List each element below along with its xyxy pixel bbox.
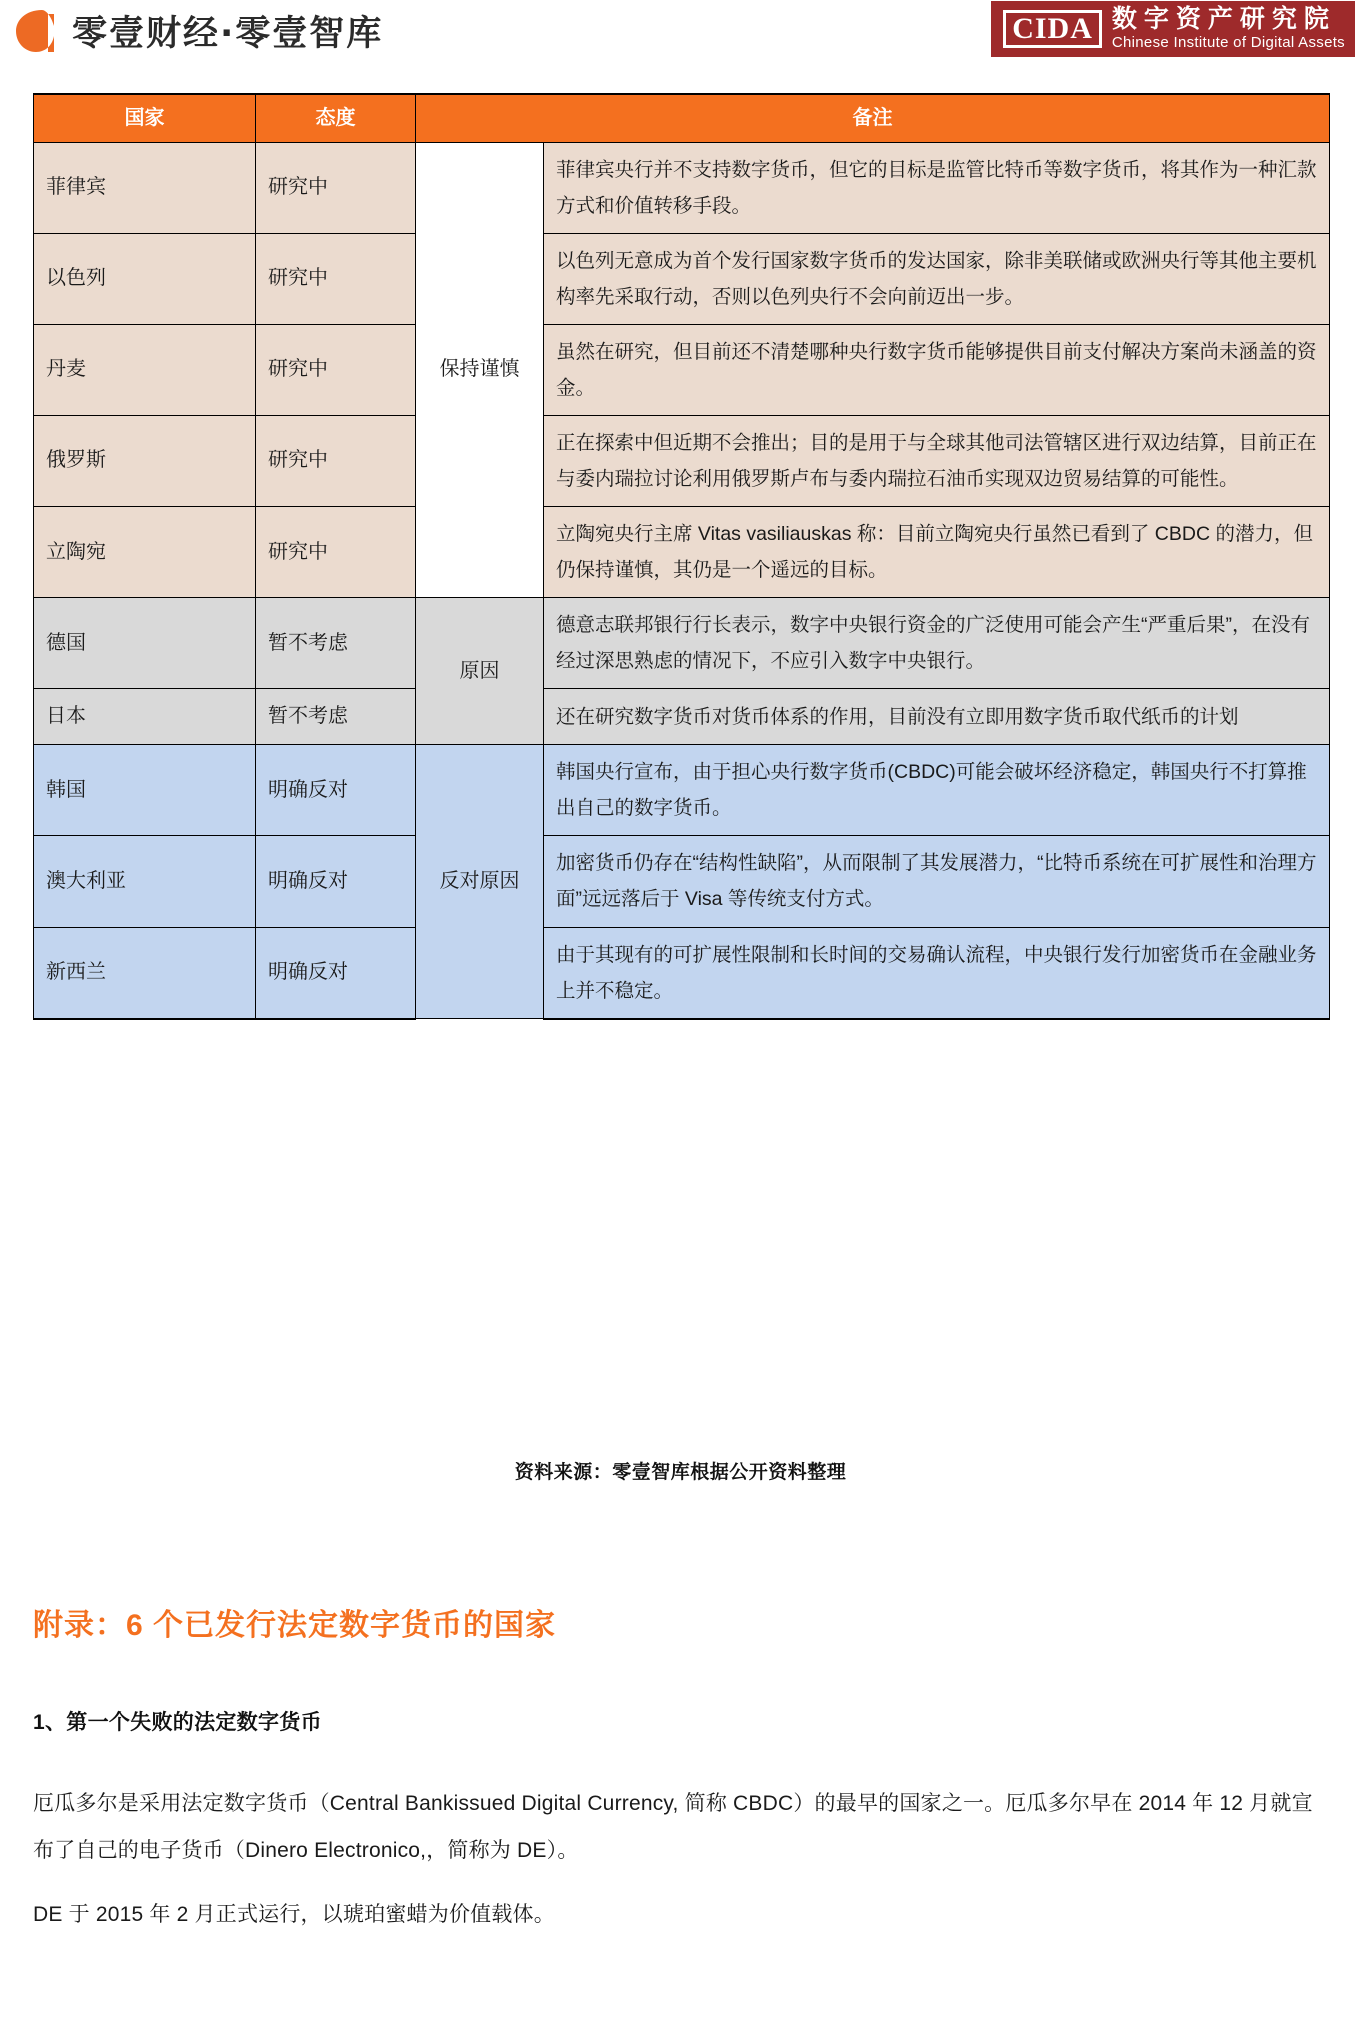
cell-attitude: 研究中	[256, 507, 416, 598]
cell-attitude: 明确反对	[256, 927, 416, 1019]
cida-badge: CIDA	[1003, 10, 1102, 48]
table-row	[34, 836, 1330, 927]
appendix-section-heading: 1、第一个失败的法定数字货币	[33, 1711, 322, 1734]
table-row	[34, 689, 1330, 745]
table-row	[34, 324, 1330, 415]
page-header	[0, 0, 1361, 72]
cida-text-block	[1112, 1, 1345, 57]
column-header-attitude: 态度	[256, 94, 416, 142]
table-row	[34, 598, 1330, 689]
cell-note: 还在研究数字货币对货币体系的作用，目前没有立即用数字货币取代纸币的计划	[544, 689, 1330, 745]
cell-country: 立陶宛	[34, 507, 256, 598]
brand-left	[12, 6, 383, 56]
appendix-title: 附录：6 个已发行法定数字货币的国家	[33, 1609, 557, 1642]
cida-chinese-name: 数字资产研究院	[1111, 3, 1336, 33]
cell-country: 菲律宾	[34, 142, 256, 233]
cbdc-attitude-table	[33, 93, 1330, 1020]
cell-attitude: 研究中	[256, 233, 416, 324]
alpha-mark-icon	[12, 6, 58, 56]
table-row	[34, 233, 1330, 324]
table-body	[34, 142, 1330, 1019]
cell-country: 新西兰	[34, 927, 256, 1019]
table-row	[34, 142, 1330, 233]
cell-country: 德国	[34, 598, 256, 689]
cell-attitude: 明确反对	[256, 836, 416, 927]
cell-country: 韩国	[34, 745, 256, 836]
appendix-section	[33, 1600, 1333, 1954]
cell-note: 虽然在研究，但目前还不清楚哪种央行数字货币能够提供目前支付解决方案尚未涵盖的资金。	[544, 324, 1330, 415]
table-row	[34, 745, 1330, 836]
cida-english-name: Chinese Institute of Digital Assets	[1111, 34, 1345, 52]
table-row	[34, 415, 1330, 506]
cell-attitude: 研究中	[256, 142, 416, 233]
brand-wordmark: 零壹财经·零壹智库	[72, 14, 384, 54]
cell-group-caution: 保持谨慎	[416, 142, 544, 598]
cell-note: 德意志联邦银行行长表示，数字中央银行资金的广泛使用可能会产生“严重后果”，在没有经过深思熟虑的情况下，不应引入数字中央银行。	[544, 598, 1330, 689]
cell-note: 菲律宾央行并不支持数字货币，但它的目标是监管比特币等数字货币，将其作为一种汇款方式和价值转移手段。	[544, 142, 1330, 233]
cell-country: 俄罗斯	[34, 415, 256, 506]
cell-attitude: 明确反对	[256, 745, 416, 836]
table-row	[34, 927, 1330, 1019]
cell-note: 加密货币仍存在“结构性缺陷”，从而限制了其发展潜力，“比特币系统在可扩展性和治理方面”远远落后于 Visa 等传统支付方式。	[544, 836, 1330, 927]
cell-country: 以色列	[34, 233, 256, 324]
column-header-note: 备注	[416, 94, 1330, 142]
table-head	[34, 94, 1330, 142]
cell-note: 正在探索中但近期不会推出；目的是用于与全球其他司法管辖区进行双边结算，目前正在与委内瑞拉讨论利用俄罗斯卢布与委内瑞拉石油币实现双边贸易结算的可能性。	[544, 415, 1330, 506]
cida-logo	[991, 1, 1355, 57]
appendix-paragraph: 厄瓜多尔是采用法定数字货币（Central Bankissued Digital Currency, 简称 CBDC）的最早的国家之一。厄瓜多尔早在 2014 年 12 月就宣布了自己的电子货币（Dinero Electronico,，简称为 DE）。	[33, 1792, 1313, 1863]
cell-note: 立陶宛央行主席 Vitas vasiliauskas 称：目前立陶宛央行虽然已看到了 CBDC 的潜力，但仍保持谨慎，其仍是一个遥远的目标。	[544, 507, 1330, 598]
cell-attitude: 研究中	[256, 324, 416, 415]
appendix-paragraph: DE 于 2015 年 2 月正式运行，以琥珀蜜蜡为价值载体。	[33, 1902, 555, 1926]
table-row	[34, 507, 1330, 598]
cell-group-oppose: 反对原因	[416, 745, 544, 1019]
source-caption: 资料来源：零壹智库根据公开资料整理	[514, 1462, 847, 1483]
cell-attitude: 暂不考虑	[256, 689, 416, 745]
cell-country: 澳大利亚	[34, 836, 256, 927]
cell-country: 丹麦	[34, 324, 256, 415]
column-header-country: 国家	[34, 94, 256, 142]
cell-note: 韩国央行宣布，由于担心央行数字货币(CBDC)可能会破坏经济稳定，韩国央行不打算推出自己的数字货币。	[544, 745, 1330, 836]
cell-country: 日本	[34, 689, 256, 745]
table-header-row	[34, 94, 1330, 142]
cell-attitude: 研究中	[256, 415, 416, 506]
cell-note: 由于其现有的可扩展性限制和长时间的交易确认流程，中央银行发行加密货币在金融业务上并不稳定。	[544, 927, 1330, 1019]
cell-note: 以色列无意成为首个发行国家数字货币的发达国家，除非美联储或欧洲央行等其他主要机构率先采取行动，否则以色列央行不会向前迈出一步。	[544, 233, 1330, 324]
cell-group-reason: 原因	[416, 598, 544, 745]
cell-attitude: 暂不考虑	[256, 598, 416, 689]
